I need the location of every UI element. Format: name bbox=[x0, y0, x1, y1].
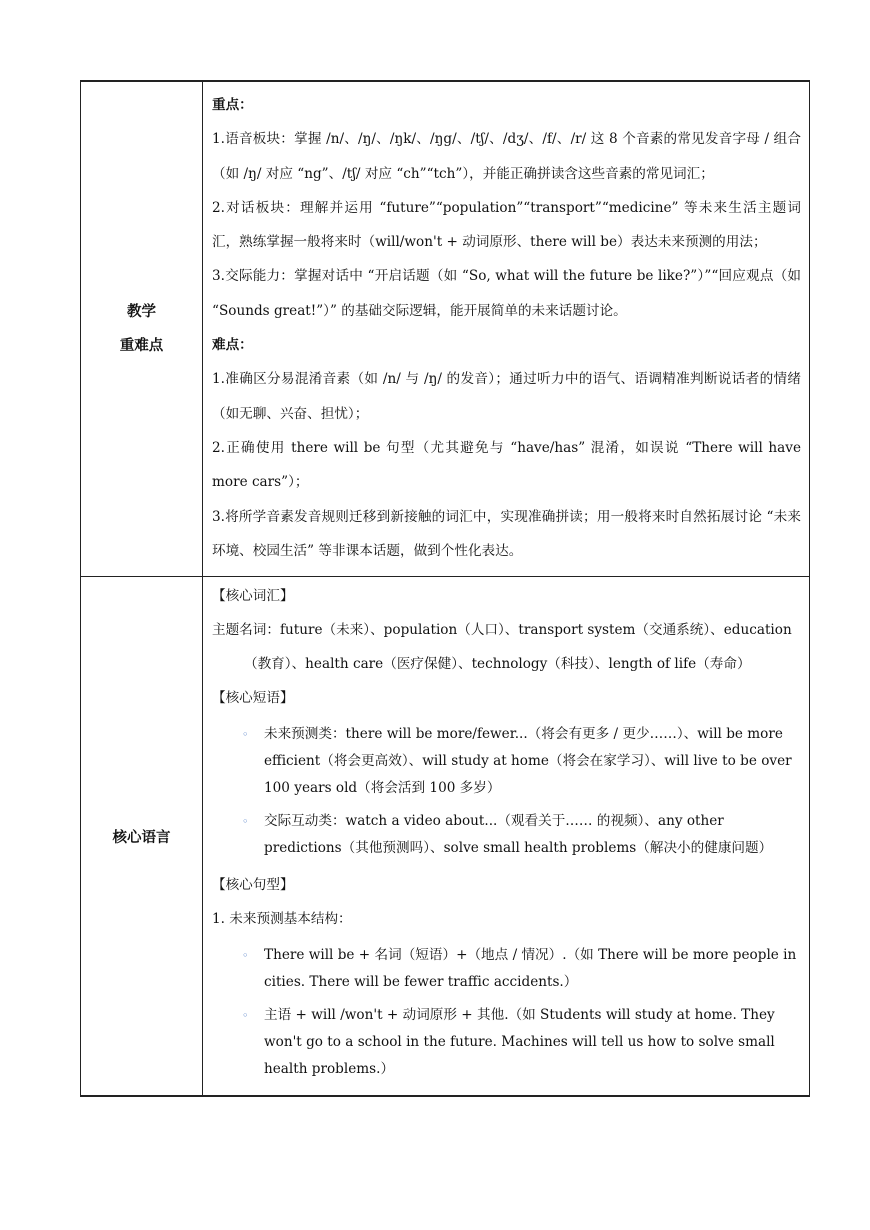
phrase-list bbox=[212, 721, 801, 862]
bullet-circle-icon: ◦ bbox=[242, 949, 249, 963]
sentence-bullet bbox=[212, 1002, 801, 1083]
sentence-bullet-text: 主语 + will /won't + 动词原形 + 其他.（如 Students will study at home. They won't go to a school in the future. Machines will tell us how to solve small health problems.） bbox=[264, 1007, 775, 1078]
bullet-circle-icon: ◦ bbox=[242, 815, 249, 829]
core-language-content bbox=[203, 577, 810, 1097]
label-line-2: 重难点 bbox=[119, 337, 164, 355]
difficult-point-item: 3.将所学音素发音规则迁移到新接触的词汇中，实现准确拼读；用一般将来时自然拓展讨论 “未来环境、校园生活” 等非课本话题，做到个性化表达。 bbox=[212, 508, 801, 559]
sentence-list bbox=[212, 942, 801, 1083]
sentence-bullet bbox=[212, 942, 801, 996]
label-line-1: 教学 bbox=[127, 303, 156, 321]
key-point-item: 1.语音板块：掌握 /n/、/ŋ/、/ŋk/、/ŋg/、/tʃ/、/dʒ/、/f/、/r/ 这 8 个音素的常见发音字母 / 组合（如 /ŋ/ 对应 “ng”、/tʃ/ 对应 “ch”“tch”），并能正确拼读含这些音素的常见词汇； bbox=[212, 131, 801, 182]
difficult-point-item: 2.正确使用 there will be 句型（尤其避免与 “have/has” 混淆，如误说 “There will have more cars”）； bbox=[212, 439, 801, 491]
lesson-plan-table bbox=[80, 80, 810, 1097]
bullet-circle-icon: ◦ bbox=[242, 728, 249, 742]
difficult-points-heading: 难点： bbox=[212, 337, 253, 354]
teaching-focus-content bbox=[203, 81, 810, 577]
teaching-focus-label bbox=[81, 81, 203, 577]
phrase-bullet-text: 交际互动类：watch a video about...（观看关于…… 的视频）、any other predictions（其他预测吗）、solve small health problems（解决小的健康问题） bbox=[264, 813, 773, 857]
phrase-bullet bbox=[212, 721, 801, 802]
key-points-heading: 重点： bbox=[212, 97, 253, 113]
core-language-row bbox=[81, 577, 810, 1097]
phrase-bullet-text: 未来预测类：there will be more/fewer...（将会有更多 / 更少……）、will be more efficient（将会更高效）、will study at home（将会在家学习）、will live to be over 100 years old（将会活到 100 多岁） bbox=[264, 726, 792, 797]
sentence-heading: 【核心句型】 bbox=[212, 877, 294, 894]
vocab-heading: 【核心词汇】 bbox=[212, 588, 294, 605]
phrase-heading: 【核心短语】 bbox=[212, 690, 294, 707]
vocab-line: （教育）、health care（医疗保健）、technology（科技）、length of life（寿命） bbox=[244, 656, 751, 673]
sentence-bullet-text: There will be + 名词（短语）+（地点 / 情况）.（如 There will be more people in cities. There will be fewer traffic accidents.） bbox=[264, 947, 797, 991]
core-language-label: 核心语言 bbox=[81, 577, 203, 1097]
key-point-item: 2.对话板块：理解并运用 “future”“population”“transport”“medicine” 等未来生活主题词汇，熟练掌握一般将来时（will/won't + 动词原形、there will be）表达未来预测的用法； bbox=[212, 199, 801, 251]
vocab-line: 主题名词：future（未来）、population（人口）、transport system（交通系统）、education bbox=[212, 622, 792, 639]
bullet-circle-icon: ◦ bbox=[242, 1009, 249, 1023]
teaching-focus-row bbox=[81, 81, 810, 577]
phrase-bullet bbox=[212, 808, 801, 862]
key-point-item: 3.交际能力：掌握对话中 “开启话题（如 “So, what will the future be like?”）”“回应观点（如 “Sounds great!”）” 的基础交际逻辑，能开展简单的未来话题讨论。 bbox=[212, 268, 801, 319]
difficult-point-item: 1.准确区分易混淆音素（如 /n/ 与 /ŋ/ 的发音）；通过听力中的语气、语调精准判断说话者的情绪（如无聊、兴奋、担忧）； bbox=[212, 371, 801, 422]
sentence-item: 1. 未来预测基本结构： bbox=[212, 911, 352, 928]
